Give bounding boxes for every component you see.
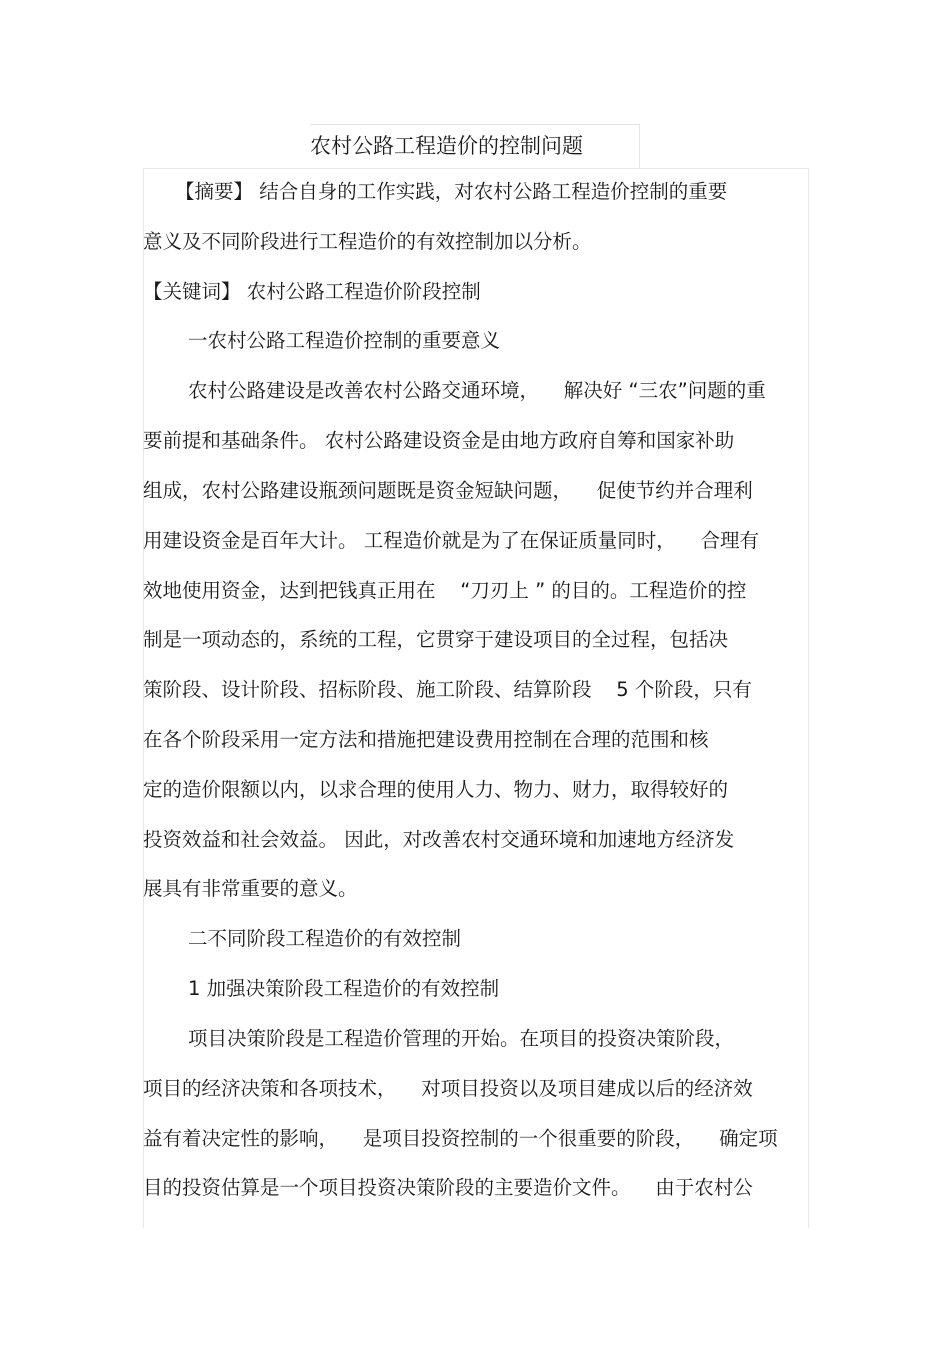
paragraph-line: 制是一项动态的，系统的工程，它贯穿于建设项目的全过程，包括决: [143, 628, 729, 651]
paragraph-line: 在各个阶段采用一定方法和措施把建设费用控制在合理的范围和核: [143, 728, 709, 751]
paragraph-line: 目的投资估算是一个项目投资决策阶段的主要造价文件。 由于农村公: [143, 1176, 753, 1199]
paragraph-line: 效地使用资金，达到把钱真正用在 “刀刃上 ” 的目的。工程造价的控: [143, 579, 747, 602]
subsection-heading: 1 加强决策阶段工程造价的有效控制: [188, 977, 500, 1000]
paragraph-line: 农村公路建设是改善农村公路交通环境， 解决好 “三农”问题的重: [188, 379, 766, 402]
abstract-line-2: 意义及不同阶段进行工程造价的有效控制加以分析。: [143, 230, 592, 253]
section-heading-2: 二不同阶段工程造价的有效控制: [188, 927, 462, 950]
paragraph-line: 项目决策阶段是工程造价管理的开始。在项目的投资决策阶段，: [188, 1027, 735, 1050]
keywords-line: 【关键词】 农村公路工程造价阶段控制: [143, 280, 481, 303]
paragraph-line: 用建设资金是百年大计。 工程造价就是为了在保证质量同时， 合理有: [143, 529, 759, 552]
paragraph-line: 项目的经济决策和各项技术， 对项目投资以及项目建成以后的经济效: [143, 1077, 753, 1100]
paragraph-line: 展具有非常重要的意义。: [143, 877, 358, 900]
paragraph-line: 策阶段、设计阶段、招标阶段、施工阶段、结算阶段 5 个阶段，只有: [143, 678, 752, 701]
paragraph-line: 组成，农村公路建设瓶颈问题既是资金短缺问题， 促使节约并合理利: [143, 479, 753, 502]
paragraph-line: 定的造价限额以内，以求合理的使用人力、物力、财力，取得较好的: [143, 778, 729, 801]
paragraph-line: 要前提和基础条件。 农村公路建设资金是由地方政府自筹和国家补助: [143, 429, 735, 452]
document-title: 农村公路工程造价的控制问题: [310, 134, 583, 158]
paragraph-line: 益有着决定性的影响， 是项目投资控制的一个很重要的阶段， 确定项: [143, 1127, 778, 1150]
section-heading-1: 一农村公路工程造价控制的重要意义: [188, 329, 501, 352]
paragraph-line: 投资效益和社会效益。 因此，对改善农村交通环境和加速地方经济发: [143, 828, 735, 851]
abstract-line-1: 【摘要】 结合自身的工作实践，对农村公路工程造价控制的重要: [175, 180, 728, 203]
